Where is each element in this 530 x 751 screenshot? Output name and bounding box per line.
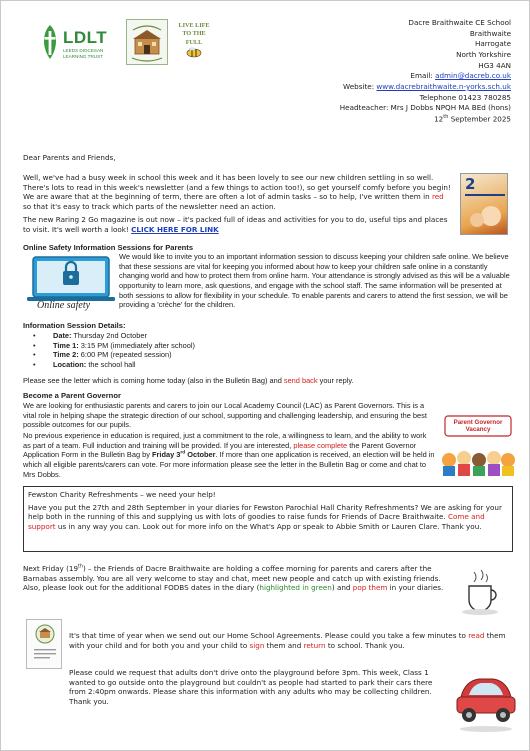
gov-text-a: No previous experience in education is required, just a commitment to the role, a willingness to learn, and the ability to work as part of a team. Full induction and training will be provided. If you are interested, bbox=[23, 431, 427, 450]
agreement-text-4: to school. Thank you. bbox=[325, 640, 405, 650]
date-suffix: th bbox=[443, 113, 449, 120]
gov-red: please complete bbox=[293, 440, 348, 450]
online-safety-title: Online Safety Information Sessions for Parents bbox=[23, 243, 194, 252]
detail-label: Date: bbox=[53, 331, 72, 340]
website-label: Website: bbox=[343, 81, 375, 91]
detail-value: the school hall bbox=[86, 359, 136, 369]
charity-body bbox=[28, 503, 508, 532]
coffee-sup: th bbox=[78, 564, 83, 570]
agreement-red-return: return bbox=[303, 640, 326, 650]
coffee-text-2: ) – the Friends of Dacre Braithwaite are holding a coffee morning for parents and carers after the Barnabas assembly. You are all very welcome to stay and chat, meet new people and catch up with existing friends. Also, please look out for the additional FODBS dates in the diary ( bbox=[23, 564, 441, 592]
date-day: 12 bbox=[434, 114, 444, 124]
agreement-text-1: It's that time of year when we send out our Home School Agreements. Please could you take a few minutes to bbox=[69, 631, 469, 640]
motto-line-3: FULL bbox=[185, 38, 203, 46]
online-safety-body: We would like to invite you to an important information session to discuss keeping your children safe online. We believe that these sessions are vital for keeping you informed about how to keep your children safe online in a constantly changing world and how to protect them from online harm. Your attendance is strongly advised as this will be a valuable opportunity to learn more, ask questions, and engage with the school staff. The same information will be presented at both sessions to allow for flexibility in your schedule. To enable parents and carers to attend the first session, we will be providing a 'crèche' for the children. bbox=[119, 252, 510, 310]
coffee-text-4: in your diaries. bbox=[387, 583, 444, 592]
charity-title: Fewston Charity Refreshments – we need your help! bbox=[28, 490, 216, 499]
info-session-list bbox=[23, 331, 423, 370]
email-label: Email: bbox=[410, 71, 433, 81]
ldlt-sub-line-1: LEEDS DIOCESAN bbox=[63, 48, 104, 53]
charity-text-2: us in any way you can. Look out for more info on the What's App or speak to Abbie Smith or Lauren Clare. Thank you. bbox=[55, 521, 482, 531]
governor-vacancy-image bbox=[439, 408, 517, 476]
charity-refreshments-box bbox=[23, 486, 513, 552]
raring2go-magazine-image bbox=[460, 173, 508, 235]
telephone: Telephone 01423 780285 bbox=[419, 92, 511, 102]
bee-icon bbox=[181, 47, 207, 58]
raring2go-paragraph bbox=[23, 215, 455, 234]
gov-label-1: Parent Governor bbox=[453, 419, 503, 426]
gov-label-2: Vacancy bbox=[465, 426, 491, 434]
governor-image-label bbox=[445, 419, 511, 434]
detail-value: Thursday 2nd October bbox=[71, 331, 147, 340]
agreement-red-read: read bbox=[468, 631, 485, 640]
website-line bbox=[211, 82, 511, 93]
raring-link[interactable]: CLICK HERE FOR LINK bbox=[131, 224, 219, 234]
ldlt-sub-line-2: LEARNING TRUST bbox=[63, 53, 103, 59]
intro-text-2: so that it's easy to track which parts of the newsletter need an action. bbox=[23, 201, 276, 211]
date-rest: September 2025 bbox=[450, 114, 511, 124]
gov-deadline-2: October bbox=[185, 450, 216, 460]
agreement-paragraph bbox=[69, 631, 513, 650]
car-icon bbox=[455, 667, 517, 735]
ldlt-logo-subtitle bbox=[63, 48, 103, 59]
address-line-3: North Yorkshire bbox=[456, 49, 511, 59]
gov-deadline-sup: rd bbox=[180, 450, 186, 456]
letter-date bbox=[211, 114, 511, 125]
detail-label: Time 1: bbox=[53, 340, 79, 350]
detail-date bbox=[33, 331, 423, 341]
detail-value: 6:00 PM (repeated session) bbox=[78, 350, 172, 360]
intro-paragraph bbox=[23, 173, 451, 211]
coffee-text-3: ) and bbox=[331, 583, 353, 592]
agreement-text-2: them with your child and for both you and your child to bbox=[69, 631, 506, 650]
coffee-morning-image bbox=[453, 562, 511, 620]
coffee-red: pop them bbox=[352, 583, 388, 592]
detail-location bbox=[33, 360, 423, 370]
governor-para-2 bbox=[23, 431, 435, 479]
headteacher: Headteacher: Mrs J Dobbs NPQH MA BEd (hons) bbox=[339, 103, 511, 113]
coffee-text-1: Next Friday (19 bbox=[23, 564, 79, 573]
address-line-2: Harrogate bbox=[474, 39, 511, 49]
intro-text-1: Well, we've had a busy week in school this week and it has been lovely to see our new children settling in so well. There's lots to read in this week's newsletter (and a few things to action too!), so get yourself comfy before you begin! We are aware that at the beginning of term, there are often a lot of admin tasks – so to help, I've written them in bbox=[23, 173, 451, 201]
agreement-red-sign: sign bbox=[249, 640, 265, 650]
school-building-icon bbox=[127, 20, 167, 64]
intro-red-word: red bbox=[431, 192, 444, 201]
svg-text:2: 2 bbox=[465, 175, 476, 193]
school-address bbox=[211, 18, 511, 125]
motto-line-1: LIVE LIFE bbox=[178, 22, 210, 29]
info-session-title: Information Session Details: bbox=[23, 321, 126, 330]
governor-title: Become a Parent Governor bbox=[23, 391, 121, 400]
coffee-cup-icon bbox=[453, 562, 511, 620]
note-text-1: Please see the letter which is coming home today (also in the Bulletin Bag) and bbox=[23, 376, 284, 385]
website-link[interactable]: www.dacrebraithwaite.n-yorks.sch.uk bbox=[376, 81, 511, 91]
governor-para-1: We are looking for enthusiastic parents and carers to join our Local Academy Council (LAC) as Parent Governors. This is a vital role in helping shape the strategic direction of our school, supporting and challenging leadership, and ensuring the best possible outcomes for our pupils. bbox=[23, 401, 427, 430]
leaf-cross-icon bbox=[39, 24, 61, 60]
online-safety-caption: Online safety bbox=[37, 300, 91, 311]
agreement-text-3: them and bbox=[264, 640, 304, 650]
motto-line-2: TO THE bbox=[182, 30, 206, 38]
postcode: HG3 4AN bbox=[478, 60, 511, 70]
detail-time-2 bbox=[33, 350, 423, 360]
coffee-green: highlighted in green bbox=[259, 583, 332, 592]
email-line bbox=[211, 71, 511, 82]
greeting: Dear Parents and Friends, bbox=[23, 153, 116, 162]
gov-text-c: . If more than one application is received, an election will be held in which all eligible parents/carers can vote. For more information please see the letter in the Bulletin Bag or come and chat to Mrs Dobbs. bbox=[23, 450, 435, 479]
charity-red: Come and support bbox=[28, 512, 485, 531]
school-name: Dacre Braithwaite CE School bbox=[408, 18, 511, 27]
agreement-document-icon bbox=[27, 620, 63, 670]
address-line-1: Braithwaite bbox=[469, 28, 511, 38]
detail-label: Location: bbox=[53, 359, 87, 369]
gov-text-b: the Parent Governor Application Form in the Bulletin Bag by bbox=[23, 440, 417, 460]
charity-text-1: Have you put the 27th and 28th September in your diaries for Fewston Parochial Hall Charity Refreshments? We are asking for your help both in the running of this and supplying us with lots of goodies to raise funds for Friends of Dacre Braithwaite. bbox=[28, 502, 502, 521]
school-crest bbox=[126, 19, 168, 65]
session-letter-note bbox=[23, 376, 513, 386]
parking-paragraph: Please could we request that adults don't drive onto the playground before 3pm. This week, Class 1 wanted to go outside onto the playground but couldn't as people had started to park their cars there from 2:40pm onwards. Please share this information with any adults who may be collecting children. Thank you. bbox=[69, 668, 433, 706]
ldlt-logo-text: LDLT bbox=[63, 28, 108, 47]
detail-value: 3:15 PM (immediately after school) bbox=[78, 340, 195, 350]
gov-deadline: Friday 3 bbox=[152, 450, 181, 460]
raring-text: The new Raring 2 Go magazine is out now – it's packed full of ideas and activities for you to do, useful tips and places to visit. It's well worth a look! bbox=[23, 215, 448, 234]
magazine-cover-icon bbox=[461, 174, 509, 236]
home-school-agreement-image bbox=[26, 619, 62, 669]
note-text-2: your reply. bbox=[317, 376, 354, 385]
detail-label: Time 2: bbox=[53, 350, 79, 360]
coffee-morning-paragraph bbox=[23, 564, 451, 593]
ldlt-logo bbox=[37, 18, 125, 66]
note-red: send back bbox=[283, 376, 318, 385]
detail-time-1 bbox=[33, 341, 423, 351]
email-link[interactable]: admin@dacreb.co.uk bbox=[435, 71, 511, 81]
online-safety-image bbox=[27, 255, 115, 313]
car-image bbox=[455, 667, 517, 735]
